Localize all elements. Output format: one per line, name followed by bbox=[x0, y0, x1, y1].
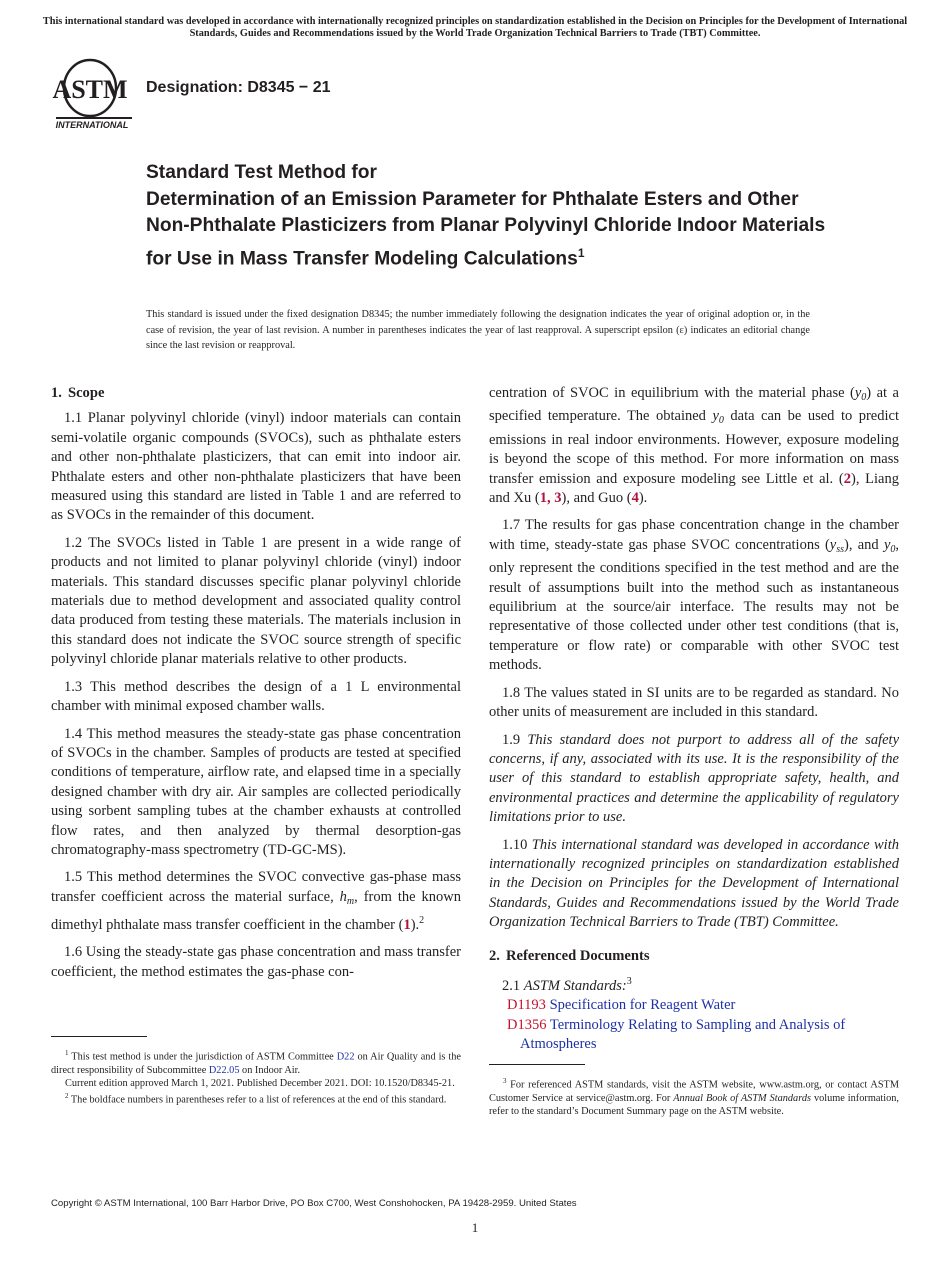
footnote-1: $^1$ This test method is under the jurisdiction of ASTM Committee D22 on Air Quality and is the direct responsibility of Subcommittee D22.05 on Indoor Air. bbox=[51, 1049, 461, 1076]
paragraph-1-3: 1.3 This method describes the design of a 1 L environmental chamber with minimal exposed chamber walls. bbox=[51, 678, 461, 715]
section-number: 1. bbox=[51, 385, 62, 401]
section-number: 2. bbox=[489, 947, 500, 964]
footnotes-right bbox=[489, 1075, 899, 1118]
title-line-1: Standard Test Method for bbox=[146, 162, 377, 183]
referenced-document[interactable] bbox=[489, 1016, 899, 1055]
title-main bbox=[146, 187, 846, 273]
referenced-document[interactable] bbox=[489, 996, 899, 1015]
paragraph-1-7: 1.7 The results for gas phase concentration change in the chamber with time, steady-state gas phase SVOC concentrations $(y_{ss})$, and $y_0$, only represent the conditions specified in the test method and are the result of assumptions built into the method such as instantaneous equilibrium at the source/air interface. The results may not be representative of those collected under other test conditions (that is, temperature or flow rate) or comparable with other SVOC test methods. bbox=[489, 517, 899, 674]
paragraph-2-1: 2.1 ASTM Standards:$^3$ bbox=[502, 975, 632, 994]
footnote-2: $^2$ The boldface numbers in parentheses refer to a list of references at the end of this standard. bbox=[65, 1092, 447, 1106]
trade-notice: This international standard was developed in accordance with internationally recognized principles on standardization established in the Decision on Principles for the Development of International Standards, Guides and Recommendations issued by the World Trade Organization Technical Barriers to Trade (TBT) Committee. bbox=[42, 16, 908, 39]
reference-link-2[interactable]: 2 bbox=[843, 470, 851, 487]
committee-link[interactable]: D22 bbox=[336, 1051, 355, 1063]
reference-link-4[interactable]: 4 bbox=[631, 490, 639, 507]
referenced-documents-list bbox=[489, 996, 899, 1054]
footnote-divider-right bbox=[489, 1064, 585, 1065]
footnotes-left bbox=[51, 1047, 461, 1107]
document-title-link[interactable]: Specification for Reagent Water bbox=[549, 997, 736, 1014]
title-footnote-mark: 1 bbox=[577, 245, 585, 260]
paragraph-1-6-start: 1.6 Using the steady-state gas phase concentration and mass transfer coefficient, the method estimates the gas-phase con- bbox=[51, 944, 462, 980]
copyright-notice: Copyright © ASTM International, 100 Barr Harbor Drive, PO Box C700, West Conshohocken, PA 19428-2959. United States bbox=[51, 1198, 577, 1209]
astm-logo-icon bbox=[52, 56, 136, 134]
document-title bbox=[146, 160, 846, 272]
paragraph-1-6-cont: centration of SVOC in equilibrium with the material phase $(y_0)$ at a specified temperature. The obtained $y_0$ data can be used to predict emissions in real indoor environments. However, exposure modeling is beyond the scope of this method. For more information on mass transfer emission and exposure modeling see Little et al. (2), Liang and Xu (1, 3), and Guo (4). bbox=[489, 385, 899, 507]
paragraph-1-8: 1.8 The values stated in SI units are to be regarded as standard. No other units of measurement are included in this standard. bbox=[489, 684, 899, 721]
right-column bbox=[489, 384, 899, 1054]
document-title-link[interactable]: Terminology Relating to Sampling and Analysis of Atmospheres bbox=[520, 1016, 846, 1053]
footnote-3: $^3$ For referenced ASTM standards, visit the ASTM website, www.astm.org, or contact ASTM Customer Service at service@astm.org. For Annual Book of ASTM Standards volume information, refer to the standard’s Document Summary page on the ASTM website. bbox=[489, 1077, 899, 1117]
paragraph-1-4: 1.4 This method measures the steady-state gas phase concentration of SVOCs in the chamber. Samples of products are tested at specified conditions of temperature, airflow rate, and elapsed time in a specially designed chamber with dry air. Air samples are collected periodically using sorbent sampling tubes at the chamber exhausts at controlled flow rates, and then analyzed by thermal desorption-gas chromatography-mass spectrometry (TD-GC-MS). bbox=[51, 725, 461, 858]
footnote-divider-left bbox=[51, 1036, 147, 1037]
paragraph-1-5: 1.5 This method determines the SVOC convective gas-phase mass transfer coefficient across the material surface, $h_m$, from the known dimethyl phthalate mass transfer coefficient in the chamber (1).$^2$ bbox=[51, 869, 461, 933]
title-text: Determination of an Emission Parameter for Phthalate Esters and Other Non-Phthalate Plasticizers from Planar Polyvinyl Chloride Indoor Materials for Use in Mass Transfer Modeling Calculations bbox=[146, 188, 826, 269]
paragraph-1-10: 1.10 This international standard was developed in accordance with internationally recognized principles on standardization established in the Decision on Principles for the Development of International Standards, Guides and Recommendations issued by the World Trade Organization Technical Barriers to Trade (TBT) Committee. bbox=[489, 836, 899, 931]
footnote-1-edition: Current edition approved March 1, 2021. Published December 2021. DOI: 10.1520/D8345-21. bbox=[65, 1077, 455, 1089]
section-title: Referenced Documents bbox=[505, 947, 650, 964]
logo-subtext: INTERNATIONAL bbox=[55, 120, 129, 130]
document-code[interactable]: D1193 bbox=[507, 997, 546, 1014]
left-column bbox=[51, 384, 461, 990]
paragraph-1-9: 1.9 This standard does not purport to address all of the safety concerns, if any, associated with its use. It is the responsibility of the user of this standard to establish appropriate safety, health, and environmental practices and determine the applicability of regulatory limitations prior to use. bbox=[489, 731, 899, 826]
issuance-note: This standard is issued under the fixed designation D8345; the number immediately following the designation indicates the year of original adoption or, in the case of revision, the year of last revision. A number in parentheses indicates the year of last reapproval. A superscript epsilon (ε) indicates an editorial change since the last revision or reapproval. bbox=[146, 309, 810, 351]
section-title: Scope bbox=[67, 385, 105, 401]
footnote-mark-3: 3 bbox=[626, 975, 632, 987]
page-number: 1 bbox=[471, 1220, 479, 1235]
paragraph-1-1: 1.1 Planar polyvinyl chloride (vinyl) indoor materials can contain semi-volatile organic compounds (SVOCs), such as phthalate esters and other non-phthalate plasticizers, that can emit into indoor air. Phthalate esters and other non-phthalate plasticizers that have been measured using this standard are listed in Table 1 and are referred to as SVOCs in the remainder of this document. bbox=[51, 410, 461, 524]
designation: Designation: D8345 − 21 bbox=[146, 79, 331, 96]
logo-wordmark: ASTM bbox=[52, 75, 128, 104]
section-2-heading bbox=[489, 947, 899, 966]
reference-link-1[interactable]: 1 bbox=[403, 916, 411, 933]
subcommittee-link[interactable]: D22.05 bbox=[208, 1064, 240, 1076]
paragraph-1-2: 1.2 The SVOCs listed in Table 1 are present in a wide range of products and not limited to planar polyvinyl chloride (vinyl) indoor materials. This standard discusses specific planar polyvinyl chloride materials due to method development and associated quality control data produced from testing these materials. The materials inclusion in this standard does not indicate the SVOC source strength of specific polyvinyl chloride planar materials relative to other products. bbox=[51, 534, 461, 668]
reference-link-1-3[interactable]: 1, 3 bbox=[539, 490, 562, 507]
astm-logo bbox=[52, 56, 136, 134]
footnote-mark-2: 2 bbox=[419, 915, 425, 927]
section-1-heading bbox=[51, 384, 461, 403]
document-code[interactable]: D1356 bbox=[507, 1016, 547, 1033]
